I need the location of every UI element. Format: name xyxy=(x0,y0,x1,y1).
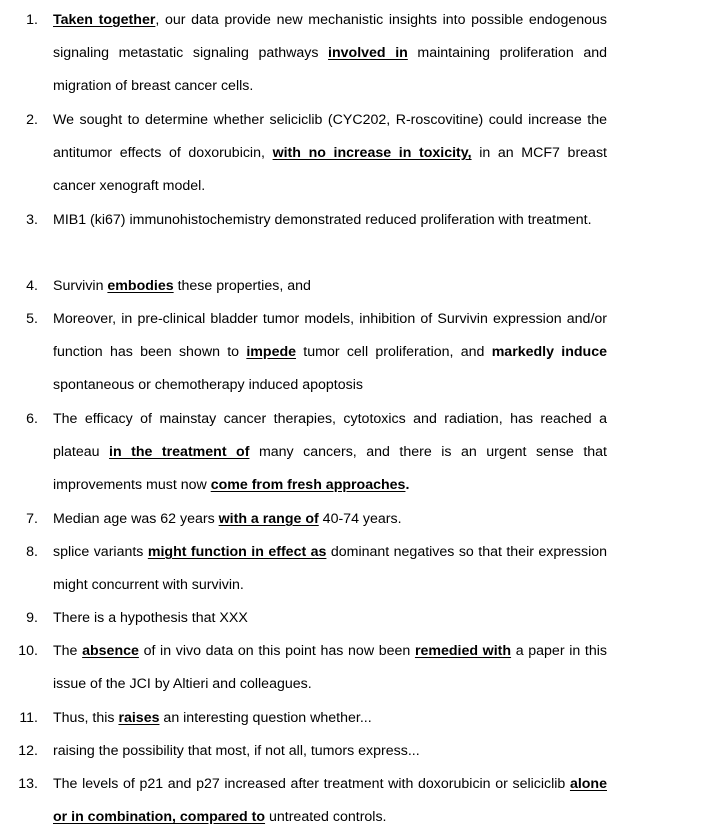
list-item-text xyxy=(53,303,607,402)
text-run: of in vivo data on this point has now been xyxy=(138,643,415,659)
text-run: splice variants xyxy=(53,544,148,560)
list-number: 1. xyxy=(26,12,38,28)
em-phrase: absence xyxy=(82,643,139,659)
em-phrase: alone or in combination, compared to xyxy=(53,776,607,825)
text-run: Median age was 62 years xyxy=(53,511,219,527)
list-number: 13. xyxy=(18,776,38,792)
text-run: untreated controls. xyxy=(265,809,387,825)
list-number: 6. xyxy=(26,411,38,427)
list-number: 11. xyxy=(19,710,38,726)
em-phrase: with no increase in toxicity, xyxy=(272,145,472,161)
list-number: 8. xyxy=(26,544,38,560)
text-run: a paper in this issue of the JCI by Altieri and colleagues. xyxy=(53,643,607,692)
text-run: 40-74 years. xyxy=(318,511,402,527)
text-run: dominant negatives so that their expression might concurrent with survivin. xyxy=(53,544,608,593)
text-run: MIB1 (ki67) immunohistochemistry demonstrated reduced proliferation with treatment. xyxy=(53,212,592,228)
list-item-text xyxy=(53,702,607,735)
text-run: raising the possibility that most, if not all, tumors express... xyxy=(53,743,420,759)
list-item-text xyxy=(53,536,607,602)
list-item-text xyxy=(53,104,607,203)
text-run: The efficacy of mainstay cancer therapies, cytotoxics and radiation, has reached a plateau xyxy=(53,411,607,460)
list-number: 9. xyxy=(26,610,38,626)
text-run: The levels of p21 and p27 increased after treatment with doxorubicin or seliciclib xyxy=(53,776,570,792)
bold-phrase: markedly induce xyxy=(491,344,607,360)
text-run: in an MCF7 breast cancer xenograft model. xyxy=(53,145,607,194)
em-phrase: might function in effect as xyxy=(147,544,327,560)
list-item-text xyxy=(53,503,607,536)
text-run: We sought to determine whether seliciclib (CYC202, R-roscovitine) could increase the antitumor effects of doxorubicin, xyxy=(53,112,607,161)
list-number: 12. xyxy=(18,743,38,759)
list-number: 3. xyxy=(26,212,38,228)
text-run: There is a hypothesis that XXX xyxy=(53,610,248,626)
em-phrase: Taken together xyxy=(53,12,156,28)
em-phrase: remedied with xyxy=(414,643,512,659)
list-number: 10. xyxy=(18,643,38,659)
text-run: Survivin xyxy=(53,278,108,294)
list-item-text xyxy=(53,4,607,103)
text-run: tumor cell proliferation, and xyxy=(296,344,492,360)
em-phrase: embodies xyxy=(107,278,174,294)
text-run: The xyxy=(53,643,83,659)
text-run: these properties, and xyxy=(173,278,311,294)
text-run: an interesting question whether... xyxy=(159,710,372,726)
list-item-text xyxy=(53,403,607,502)
em-phrase: impede xyxy=(246,344,297,360)
list-number: 5. xyxy=(26,311,38,327)
em-phrase: come from fresh approaches xyxy=(210,477,406,493)
em-phrase: raises xyxy=(118,710,160,726)
list-number: 2. xyxy=(26,112,38,128)
list-item-text xyxy=(53,602,607,635)
em-phrase: in the treatment of xyxy=(109,444,250,460)
em-phrase: with a range of xyxy=(218,511,319,527)
bold-phrase: . xyxy=(405,477,410,493)
text-run: maintaining proliferation and migration of breast cancer cells. xyxy=(53,45,607,94)
text-run: spontaneous or chemotherapy induced apoptosis xyxy=(53,377,363,393)
text-run: Thus, this xyxy=(53,710,119,726)
text-run: , our data provide new mechanistic insights into possible endogenous signaling metastatic signaling pathways xyxy=(53,12,607,61)
list-number: 4. xyxy=(26,278,38,294)
list-item-text xyxy=(53,768,607,834)
list-item-text xyxy=(53,270,607,303)
list-item-text xyxy=(53,735,607,768)
list-item-text xyxy=(53,635,607,701)
text-run: many cancers, and there is an urgent sense that improvements must now xyxy=(53,444,607,493)
em-phrase: involved in xyxy=(328,45,408,61)
text-run: Moreover, in pre-clinical bladder tumor models, inhibition of Survivin expression and/or function has been shown to xyxy=(53,311,607,360)
list-number: 7. xyxy=(26,511,38,527)
list-item-text xyxy=(53,204,607,237)
